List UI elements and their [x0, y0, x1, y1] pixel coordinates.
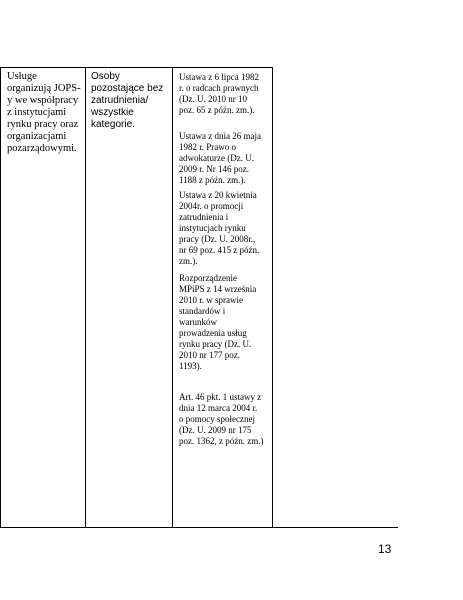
target-group-text: Osoby pozostające bez zatrudnienia/ wszystkie kategorie.: [91, 71, 164, 130]
legal-reference: Ustawa z 20 kwietnia 2004r. o promocji zatrudnienia i instytucjach rynku pracy (Dz. U. 2008r., nr 69 poz. 415 z późn. zm.).: [179, 190, 260, 266]
legal-reference: Ustawa z dnia 26 maja 1982 r. Prawo o adwokaturze (Dz. U. 2009 r. Nr 146 poz. 1188 z późn. zm.).: [179, 131, 261, 185]
legal-reference: Art. 46 pkt. 1 ustawy z dnia 12 marca 2004 r. o pomocy społecznej (Dz. U. 2009 nr 175 poz. 1362, z późn. zm.): [179, 392, 264, 446]
table-cell-services: [0, 68, 86, 528]
page-number: 13: [378, 542, 392, 556]
legal-reference: Rozporządzenie MPiPS z 14 września 2010 r. w sprawie standardów i warunków prowadzenia usług rynku pracy (Dz. U. 2010 nr 177 poz. 1193).: [179, 273, 257, 371]
services-text: Usługe organizują JOPS- y we współpracy z instytucjami rynku pracy oraz organizacjami pozarządowymi.: [7, 71, 81, 154]
legal-reference: Ustawa z 6 lipca 1982 r. o radcach prawnych (Dz. U. 2010 nr 10 poz. 65 z późn. zm.).: [179, 72, 259, 115]
table-cell-legal-basis: [173, 68, 273, 528]
bottom-rule: [0, 527, 398, 528]
document-table: [0, 67, 273, 528]
table-cell-target-group: [86, 68, 173, 528]
